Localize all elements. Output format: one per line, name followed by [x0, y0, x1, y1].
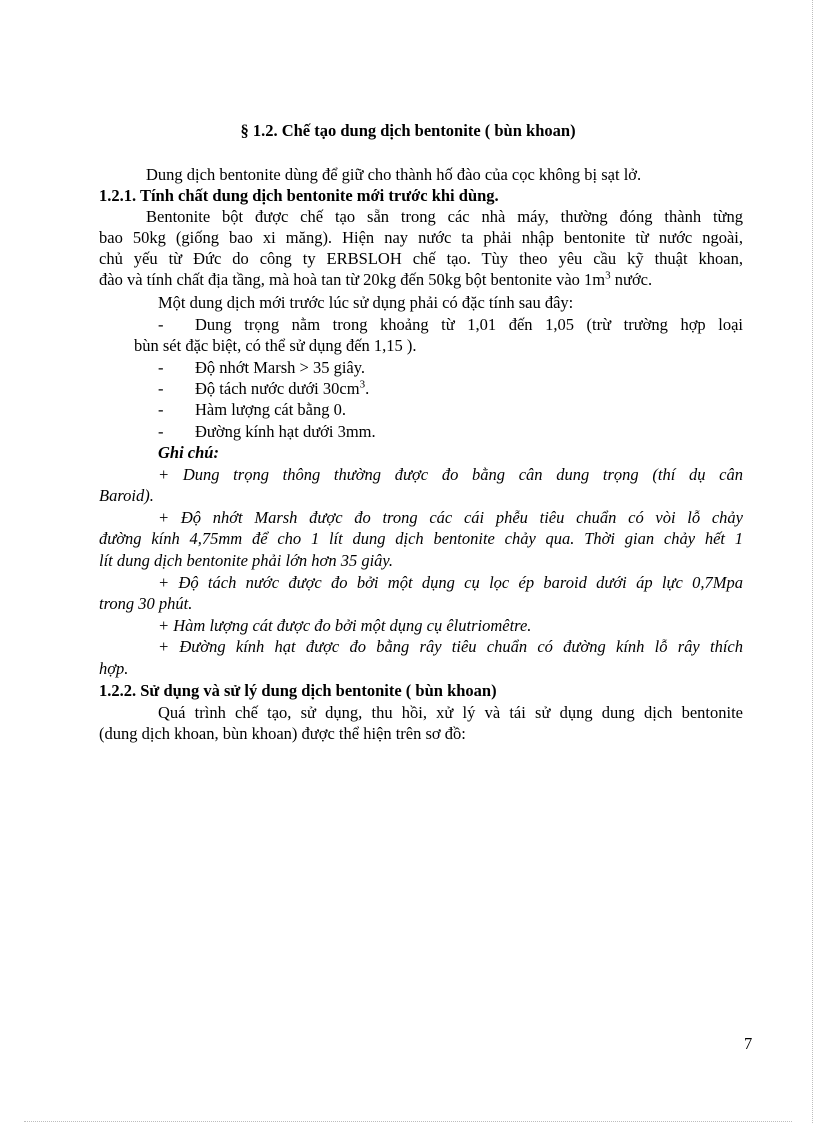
paragraph-line: (dung dịch khoan, bùn khoan) được thể hiện trên sơ đồ:	[99, 724, 466, 743]
note-line: + Hàm lượng cát được đo bởi một dụng cụ êlutriomêtre.	[158, 616, 532, 635]
note-heading: Ghi chú:	[158, 443, 219, 462]
page-number: 7	[744, 1034, 753, 1053]
page-right-border	[812, 0, 813, 1123]
paragraph-line: Bentonite bột được chế tạo sẵn trong các nhà máy, thường đóng thành từng	[146, 207, 743, 226]
note-line: + Độ tách nước được đo bởi một dụng cụ lọc ép baroid dưới áp lực 0,7Mpa	[158, 573, 743, 592]
property-density: Dung trọng nằm trong khoảng từ 1,01 đến 1,05 (trừ trường hợp loại	[195, 315, 743, 334]
note-line: + Đường kính hạt được đo bằng rây tiêu chuẩn có đường kính lỗ rây thích	[158, 637, 743, 656]
note-line: lít dung dịch bentonite phải lớn hơn 35 giây.	[99, 551, 393, 570]
property-viscosity: Độ nhớt Marsh > 35 giây.	[195, 358, 366, 377]
bullet-dash: -	[158, 379, 164, 398]
property-sand-content: Hàm lượng cát bằng 0.	[195, 400, 347, 419]
bullet-dash: -	[158, 315, 164, 334]
paragraph-line: Quá trình chế tạo, sử dụng, thu hồi, xử lý và tái sử dụng dung dịch bentonite	[158, 703, 743, 722]
note-line: + Độ nhớt Marsh được đo trong các cái phễu tiêu chuẩn có vòi lỗ chảy	[158, 508, 743, 527]
bullet-dash: -	[158, 422, 164, 441]
section-title: § 1.2. Chế tạo dung dịch bentonite ( bùn khoan)	[240, 121, 576, 140]
property-water-separation: Độ tách nước dưới $30cm^3$.	[195, 378, 370, 398]
note-line: + Dung trọng thông thường được đo bằng cân dung trọng (thí dụ cân	[158, 465, 743, 484]
bullet-dash: -	[158, 358, 164, 377]
paragraph-line: bao 50kg (giống bao xi măng). Hiện nay nước ta phải nhập bentonite từ nước ngoài,	[99, 228, 743, 247]
paragraph-line: chủ yếu từ Đức do công ty ERBSLOH chế tạo. Tùy theo yêu cầu kỹ thuật khoan,	[99, 249, 743, 268]
note-line: trong 30 phút.	[99, 594, 193, 613]
note-line: Baroid).	[99, 486, 154, 505]
paragraph-line: đào và tính chất địa tầng, mà hoà tan từ 20kg đến 50kg bột bentonite vào $1m^3$ nước.	[99, 269, 653, 289]
page-bottom-border	[24, 1121, 792, 1122]
note-line: hợp.	[99, 659, 129, 678]
subsection-heading-1-2-2: 1.2.2. Sử dụng và sử lý dung dịch bentonite ( bùn khoan)	[99, 681, 497, 700]
subsection-heading-1-2-1: 1.2.1. Tính chất dung dịch bentonite mới trước khi dùng.	[99, 186, 499, 205]
note-line: đường kính 4,75mm để cho 1 lít dung dịch bentonite chảy qua. Thời gian chảy hết 1	[99, 529, 743, 548]
bullet-dash: -	[158, 400, 164, 419]
property-grain-diameter: Đường kính hạt dưới 3mm.	[195, 422, 376, 441]
properties-intro: Một dung dịch mới trước lúc sử dụng phải có đặc tính sau đây:	[158, 293, 574, 312]
property-density-cont: bùn sét đặc biệt, có thể sử dụng đến 1,15 ).	[134, 336, 417, 355]
intro-paragraph: Dung dịch bentonite dùng để giữ cho thành hố đào của cọc không bị sạt lở.	[146, 165, 642, 184]
